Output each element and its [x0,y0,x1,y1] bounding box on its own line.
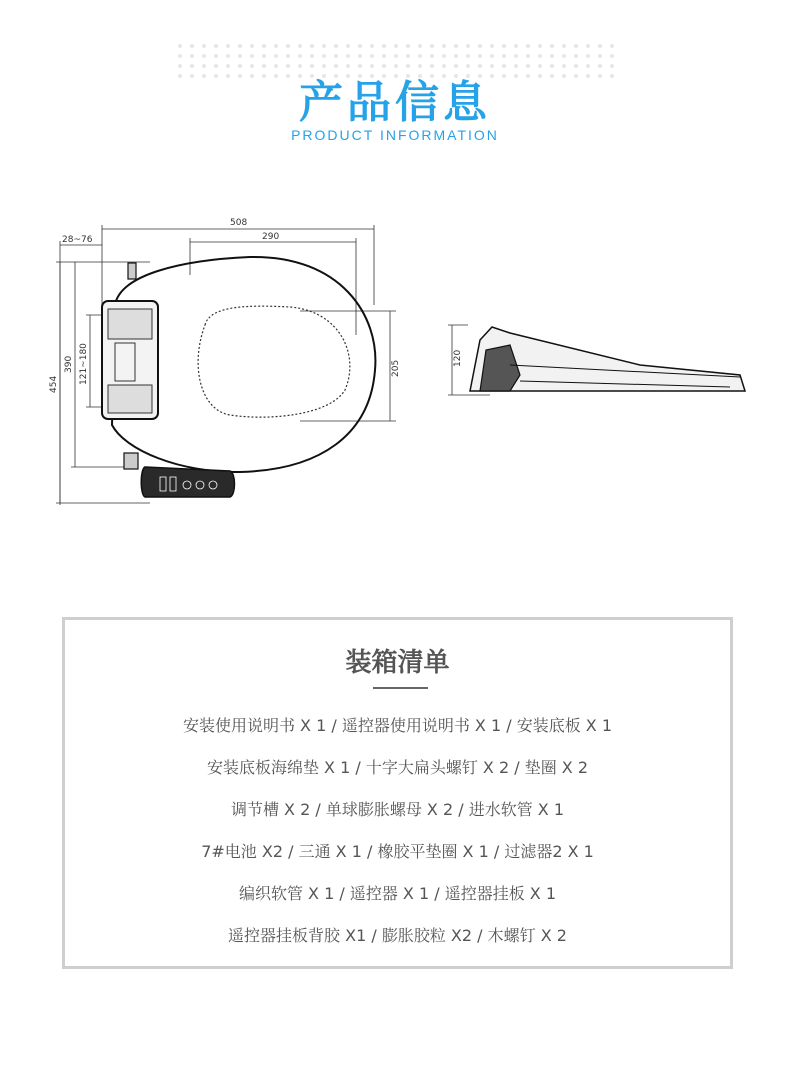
page-subtitle: PRODUCT INFORMATION [291,127,499,143]
packing-line: 安装使用说明书 X 1 / 遥控器使用说明书 X 1 / 安装底板 X 1 [182,716,613,735]
packing-line: 编织软管 X 1 / 遥控器 X 1 / 遥控器挂板 X 1 [238,884,557,903]
dim-508: 508 [230,218,248,228]
packing-list-title: 装箱清单 [345,648,450,678]
seat-opening [198,306,350,417]
dim-454: 454 [49,375,59,393]
packing-list-box [62,617,733,969]
packing-line: 安装底板海绵垫 X 1 / 十字大扁头螺钉 X 2 / 垫圈 X 2 [206,758,589,777]
product-dimension-drawing [40,205,760,515]
dim-390: 390 [64,355,74,373]
dim-120: 120 [453,349,463,367]
title-underline [373,687,428,689]
packing-line: 7#电池 X2 / 三通 X 1 / 橡胶平垫圈 X 1 / 过滤器2 X 1 [201,842,594,861]
dim-offset: 28~76 [62,235,93,245]
dim-290: 290 [262,232,280,242]
dim-121-180: 121~180 [79,343,89,385]
packing-line: 遥控器挂板背胶 X1 / 膨胀胶粒 X2 / 木螺钉 X 2 [228,926,567,945]
remote-control-icon [141,467,234,497]
packing-line: 调节槽 X 2 / 单球膨胀螺母 X 2 / 进水软管 X 1 [230,800,565,819]
dim-205: 205 [391,359,401,377]
page-title: 产品信息 [299,77,491,128]
